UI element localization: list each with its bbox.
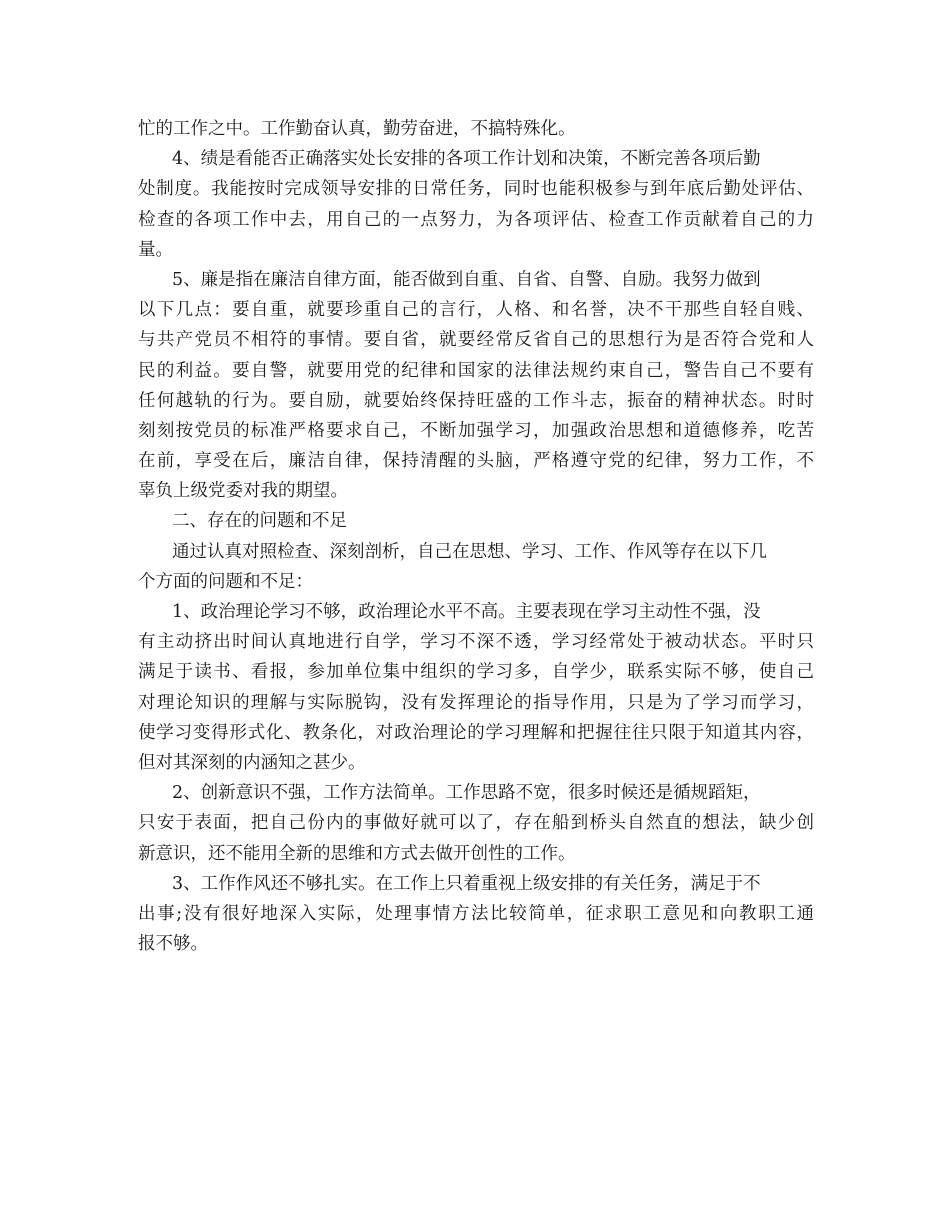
text-line: 量。 — [138, 239, 173, 260]
text-line: 新意识，还不能用全新的思维和方式去做开创性的工作。 — [138, 843, 576, 864]
text-line: 使学习变得形式化、教条化，对政治理论的学习理解和把握往往只限于知道其内容， — [138, 722, 814, 743]
text-line: 通过认真对照检查、深刻剖析，自己在思想、学习、工作、作风等存在以下几 — [172, 541, 767, 562]
text-line: 4、绩是看能否正确落实处长安排的各项工作计划和决策，不断完善各项后勤 — [172, 149, 761, 170]
text-line: 报不够。 — [138, 934, 208, 955]
text-line: 对理论知识的理解与实际脱钩，没有发挥理论的指导作用，只是为了学习而学习， — [138, 692, 814, 713]
text-line: 5、廉是指在廉洁自律方面，能否做到自重、自省、自警、自励。我努力做到 — [172, 269, 761, 290]
text-line: 检查的各项工作中去，用自己的一点努力，为各项评估、检查工作贡献着自己的力 — [138, 209, 814, 230]
text-line: 出事;没有很好地深入实际，处理事情方法比较简单，征求职工意见和向教职工通 — [138, 903, 814, 924]
text-line: 有主动挤出时间认真地进行自学，学习不深不透，学习经常处于被动状态。平时只 — [138, 632, 814, 653]
text-line: 满足于读书、看报，参加单位集中组织的学习多，自学少，联系实际不够，使自己 — [138, 662, 814, 683]
text-line: 二、存在的问题和不足 — [172, 511, 347, 532]
text-line: 民的利益。要自警，就要用党的纪律和国家的法律法规约束自己，警告自己不要有 — [138, 360, 814, 381]
text-line: 在前，享受在后，廉洁自律，保持清醒的头脑，严格遵守党的纪律，努力工作，不 — [138, 451, 814, 472]
text-line: 但对其深刻的内涵知之甚少。 — [138, 752, 366, 773]
text-line: 与共产党员不相符的事情。要自省，就要经常反省自己的思想行为是否符合党和人 — [138, 330, 814, 351]
text-line: 以下几点：要自重，就要珍重自己的言行，人格、和名誉，决不干那些自轻自贱、 — [138, 300, 814, 321]
text-line: 刻刻按党员的标准严格要求自己，不断加强学习，加强政治思想和道德修养，吃苦 — [138, 420, 814, 441]
text-line: 只安于表面，把自己份内的事做好就可以了，存在船到桥头自然直的想法，缺少创 — [138, 813, 814, 834]
document-body — [138, 114, 814, 959]
text-line: 1、政治理论学习不够，政治理论水平不高。主要表现在学习主动性不强，没 — [172, 602, 761, 622]
text-line: 处制度。我能按时完成领导安排的日常任务，同时也能积极参与到年底后勤处评估、 — [138, 179, 814, 200]
text-line: 忙的工作之中。工作勤奋认真，勤劳奋进，不搞特殊化。 — [138, 119, 576, 139]
text-line: 辜负上级党委对我的期望。 — [138, 481, 348, 502]
text-line: 3、工作作风还不够扎实。在工作上只着重视上级安排的有关任务，满足于不 — [172, 873, 761, 894]
text-line: 个方面的问题和不足： — [138, 571, 313, 592]
text-line: 任何越轨的行为。要自励，就要始终保持旺盛的工作斗志，振奋的精神状态。时时 — [138, 390, 814, 411]
text-line: 2、创新意识不强，工作方法简单。工作思路不宽，很多时候还是循规蹈矩， — [172, 783, 761, 804]
